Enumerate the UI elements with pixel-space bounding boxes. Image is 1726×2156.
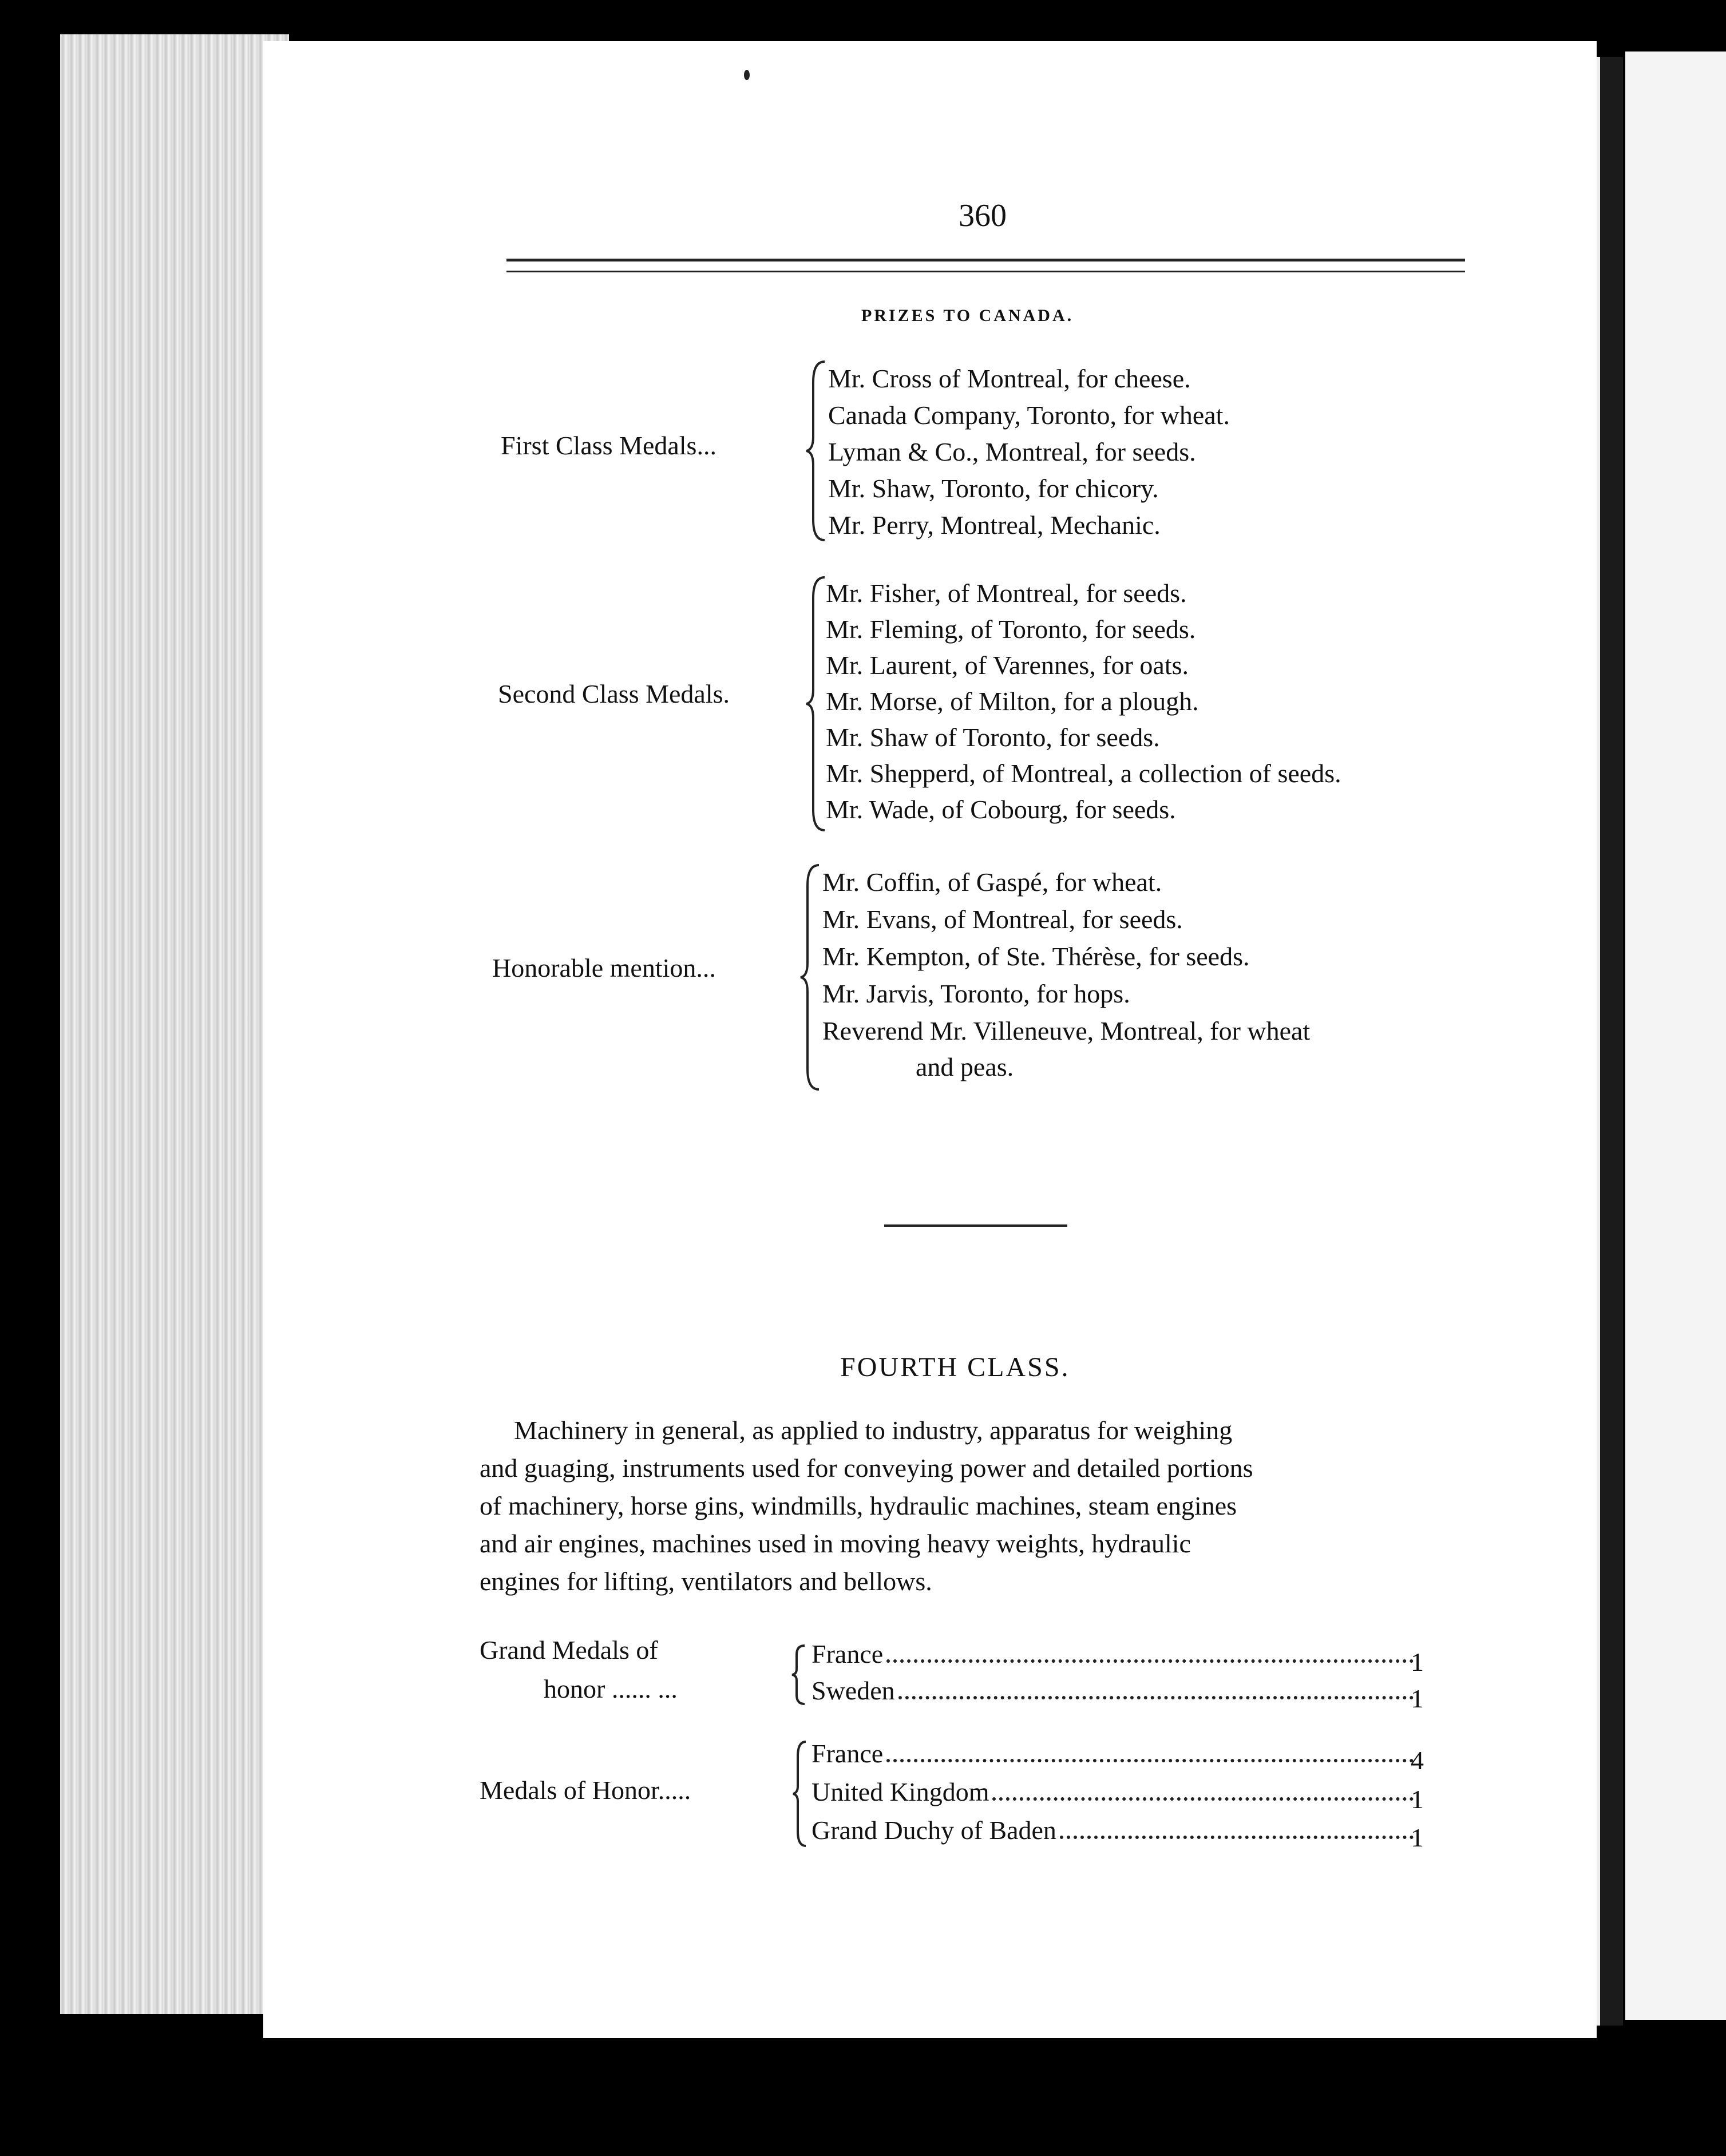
facing-page (1625, 51, 1726, 2020)
award-count: 1 (1411, 1785, 1424, 1814)
award-country: France (811, 1739, 884, 1768)
award-row (811, 1675, 1418, 1706)
entry-honorable-mention: Mr. Kempton, of Ste. Thérèse, for seeds. (822, 942, 1250, 971)
description-line: engines for lifting, ventilators and bellows. (480, 1567, 932, 1596)
dot-leader (886, 1759, 1414, 1762)
description-line: and air engines, machines used in moving heavy weights, hydraulic (480, 1529, 1191, 1558)
award-count: 4 (1411, 1746, 1424, 1775)
entry-first-class: Lyman & Co., Montreal, for seeds. (828, 437, 1196, 466)
brace-first-class (804, 359, 827, 542)
dot-leader (1060, 1836, 1414, 1839)
award-label-grand-medals: Grand Medals of (480, 1635, 658, 1664)
entry-second-class: Mr. Wade, of Cobourg, for seeds. (826, 795, 1176, 824)
group-label-honorable-mention: Honorable mention... (492, 953, 716, 982)
brace-grand-medals (790, 1643, 807, 1706)
entry-second-class: Mr. Laurent, of Varennes, for oats. (826, 651, 1189, 680)
award-label-medals-of-honor: Medals of Honor..... (480, 1775, 691, 1805)
dot-leader (886, 1659, 1414, 1663)
entry-honorable-mention: Mr. Jarvis, Toronto, for hops. (822, 979, 1130, 1008)
brace-honorable-mention (798, 863, 821, 1092)
brace-second-class (804, 575, 827, 833)
award-label-grand-medals: honor ...... ... (544, 1674, 678, 1703)
entry-first-class: Mr. Perry, Montreal, Mechanic. (828, 510, 1161, 540)
entry-first-class: Mr. Shaw, Toronto, for chicory. (828, 474, 1159, 503)
facing-page-edge (1597, 57, 1623, 2026)
award-count: 1 (1411, 1647, 1424, 1677)
entry-second-class: Mr. Shepperd, of Montreal, a collection of seeds. (826, 759, 1341, 788)
entry-honorable-mention: Mr. Evans, of Montreal, for seeds. (822, 905, 1183, 934)
description-line: Machinery in general, as applied to industry, apparatus for weighing (514, 1416, 1233, 1445)
entry-honorable-mention: Reverend Mr. Villeneuve, Montreal, for wheat (822, 1016, 1311, 1045)
section-separator-rule (884, 1224, 1067, 1227)
entry-first-class: Canada Company, Toronto, for wheat. (828, 401, 1230, 430)
description-line: of machinery, horse gins, windmills, hydraulic machines, steam engines (480, 1491, 1237, 1520)
entry-honorable-mention-continued: and peas. (916, 1052, 1014, 1081)
section-heading: PRIZES TO CANADA. (861, 306, 1074, 325)
page-number: 360 (959, 198, 1007, 233)
fourth-class-title: FOURTH CLASS. (840, 1352, 1070, 1382)
entry-second-class: Mr. Fisher, of Montreal, for seeds. (826, 578, 1187, 608)
award-row (811, 1639, 1418, 1669)
dot-leader (898, 1696, 1414, 1699)
award-row (811, 1738, 1418, 1769)
group-label-second-class: Second Class Medals. (498, 679, 730, 708)
fourth-class-description (480, 1412, 1461, 1600)
group-label-first-class: First Class Medals... (501, 431, 716, 460)
award-country: France (811, 1639, 884, 1668)
description-line: and guaging, instruments used for conveying power and detailed portions (480, 1453, 1253, 1483)
award-count: 1 (1411, 1823, 1424, 1852)
page-block-edges (60, 34, 289, 2014)
entry-second-class: Mr. Fleming, of Toronto, for seeds. (826, 615, 1196, 644)
award-row (811, 1815, 1418, 1845)
header-double-rule (506, 259, 1465, 272)
award-row (811, 1777, 1418, 1807)
dot-leader (992, 1797, 1414, 1801)
entry-honorable-mention: Mr. Coffin, of Gaspé, for wheat. (822, 867, 1162, 897)
award-count: 1 (1411, 1684, 1424, 1713)
award-country: Sweden (811, 1676, 895, 1705)
entry-first-class: Mr. Cross of Montreal, for cheese. (828, 364, 1191, 393)
award-country: Grand Duchy of Baden (811, 1816, 1056, 1845)
award-country: United Kingdom (811, 1777, 989, 1806)
ink-spot (744, 70, 750, 80)
brace-medals-of-honor (791, 1739, 808, 1848)
entry-second-class: Mr. Morse, of Milton, for a plough. (826, 687, 1199, 716)
entry-second-class: Mr. Shaw of Toronto, for seeds. (826, 723, 1160, 752)
